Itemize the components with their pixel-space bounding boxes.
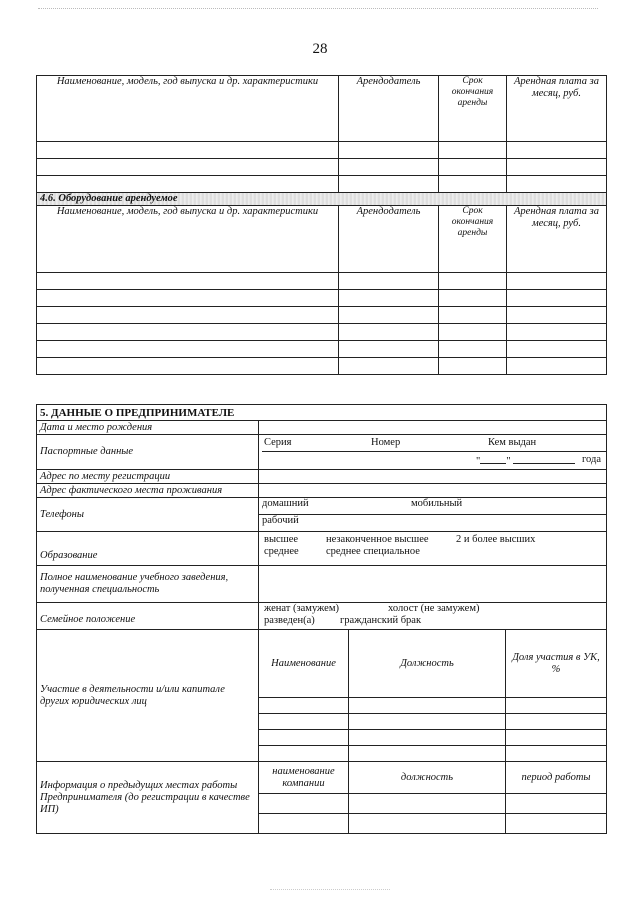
marital-divorced-option: разведен(а) bbox=[264, 615, 315, 626]
col-header-name: Наименование, модель, год выпуска и др. характеристики bbox=[37, 206, 339, 273]
phones-label: Телефоны bbox=[37, 498, 259, 532]
reg-address-label: Адрес по месту регистрации bbox=[37, 470, 259, 484]
part-share-header: Доля участия в УК, % bbox=[506, 630, 607, 698]
reg-address-field[interactable] bbox=[259, 470, 607, 484]
passport-date-blank: " " bbox=[476, 454, 575, 468]
marital-married-option: женат (замужем) bbox=[264, 603, 339, 614]
passport-issued-label: Кем выдан bbox=[488, 437, 537, 448]
table-row bbox=[37, 290, 607, 307]
part-name-header: Наименование bbox=[259, 630, 349, 698]
section-5-title: 5. ДАННЫЕ О ПРЕДПРИНИМАТЕЛЕ bbox=[37, 405, 607, 421]
actual-address-field[interactable] bbox=[259, 484, 607, 498]
col-header-rent: Арендная плата за месяц, руб. bbox=[507, 206, 607, 273]
passport-series-label: Серия bbox=[264, 437, 292, 448]
phone-mobile-label: мобильный bbox=[411, 498, 463, 509]
marital-label: Семейное положение bbox=[37, 603, 259, 630]
participation-label: Участие в деятельности и/или капитале других юридических лиц bbox=[37, 630, 259, 762]
col-header-term: Срок окончания аренды bbox=[439, 206, 507, 273]
prev-company-header: наименование компании bbox=[259, 762, 349, 794]
edu-incomplete-option: незаконченное высшее bbox=[326, 534, 429, 545]
scan-artifact-top bbox=[38, 8, 598, 11]
section-4-6-title: 4.6. Оборудование арендуемое bbox=[37, 193, 607, 206]
marital-options[interactable] bbox=[259, 603, 607, 630]
entrepreneur-data-table bbox=[36, 404, 607, 834]
table-row bbox=[37, 358, 607, 375]
edu-special-option: среднее специальное bbox=[326, 546, 420, 557]
institution-field[interactable] bbox=[259, 566, 607, 603]
edu-two-option: 2 и более высших bbox=[456, 534, 536, 545]
table-row bbox=[37, 142, 607, 159]
marital-single-option: холост (не замужем) bbox=[388, 603, 480, 614]
education-options[interactable] bbox=[259, 532, 607, 566]
prev-jobs-label: Информация о предыдущих местах работы Предпринимателя (до регистрации в качестве ИП) bbox=[37, 762, 259, 834]
actual-address-label: Адрес фактического места проживания bbox=[37, 484, 259, 498]
table-row bbox=[37, 341, 607, 358]
scan-artifact-bottom bbox=[270, 889, 390, 890]
passport-field[interactable] bbox=[259, 435, 607, 470]
edu-secondary-option: среднее bbox=[264, 546, 299, 557]
page-number: 28 bbox=[312, 41, 328, 57]
marital-civil-option: гражданский брак bbox=[340, 615, 422, 626]
passport-year-label: года bbox=[582, 454, 601, 465]
table-row bbox=[37, 307, 607, 324]
leased-equipment-table-continued bbox=[36, 75, 607, 375]
birth-field[interactable] bbox=[259, 421, 607, 435]
passport-label: Паспортные данные bbox=[37, 435, 259, 470]
col-header-name: Наименование, модель, год выпуска и др. характеристики bbox=[37, 76, 339, 142]
institution-label: Полное наименование учебного заведения, полученная специальность bbox=[37, 566, 259, 603]
table-row bbox=[37, 273, 607, 290]
table-row bbox=[37, 176, 607, 193]
education-label: Образование bbox=[37, 532, 259, 566]
col-header-lessor: Арендодатель bbox=[339, 76, 439, 142]
col-header-term: Срок окончания аренды bbox=[439, 76, 507, 142]
prev-period-header: период работы bbox=[506, 762, 607, 794]
table-row bbox=[37, 159, 607, 176]
passport-number-label: Номер bbox=[371, 437, 401, 448]
table-row bbox=[37, 324, 607, 341]
col-header-lessor: Арендодатель bbox=[339, 206, 439, 273]
col-header-rent: Арендная плата за месяц, руб. bbox=[507, 76, 607, 142]
phone-work-label: рабочий bbox=[262, 515, 299, 526]
birth-label: Дата и место рождения bbox=[37, 421, 259, 435]
phones-work[interactable] bbox=[259, 515, 607, 532]
phone-home-label: домашний bbox=[262, 498, 309, 509]
part-position-header: Должность bbox=[349, 630, 506, 698]
phones-home-mobile[interactable] bbox=[259, 498, 607, 515]
edu-higher-option: высшее bbox=[264, 534, 299, 545]
prev-position-header: должность bbox=[349, 762, 506, 794]
